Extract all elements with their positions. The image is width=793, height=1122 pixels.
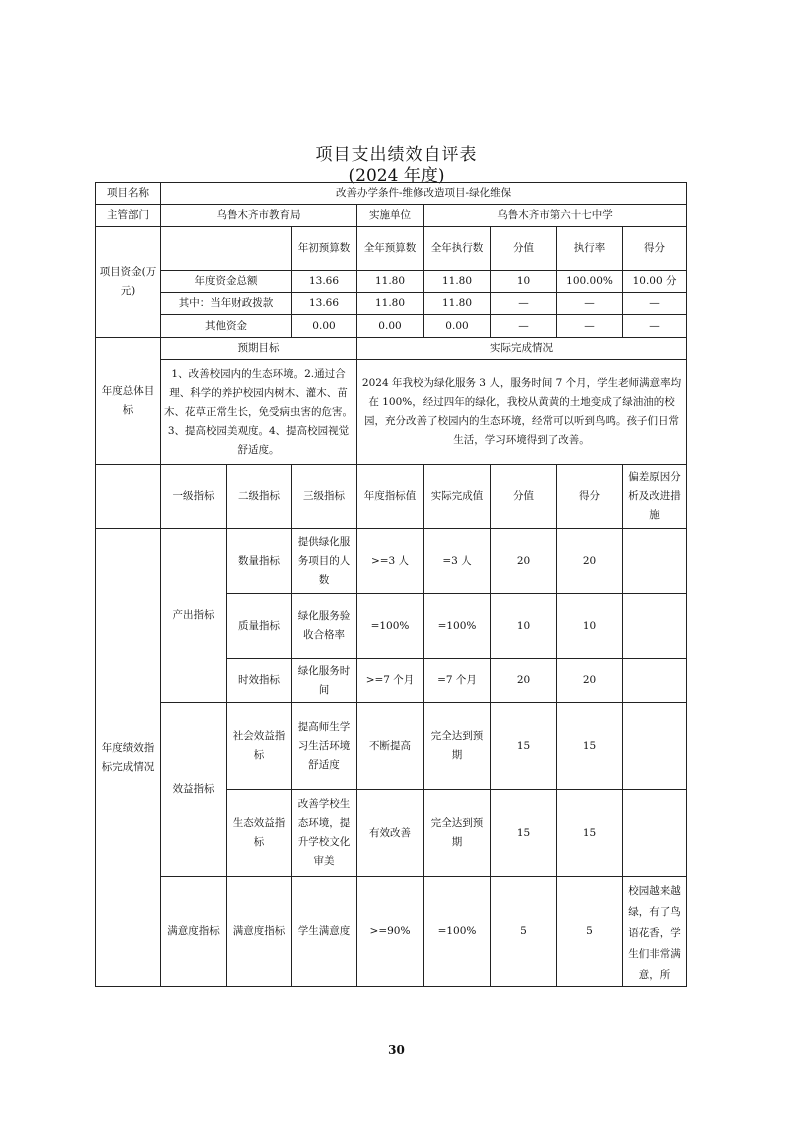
funds-cell: 0.00 — [292, 315, 357, 338]
reason-cell — [623, 594, 687, 659]
score-cell: 20 — [557, 529, 623, 594]
reason-cell — [623, 703, 687, 790]
funds-cell: — — [557, 315, 623, 338]
funds-label: 项目资金(万元) — [96, 227, 161, 338]
indicator-header: 分值 — [491, 465, 557, 529]
funds-cell: 0.00 — [424, 315, 491, 338]
group-satisfaction: 满意度指标 — [161, 877, 227, 987]
funds-cell: 11.80 — [424, 271, 491, 293]
funds-cell: 11.80 — [357, 271, 424, 293]
level3-cell: 学生满意度 — [292, 877, 357, 987]
score-cell: 15 — [557, 703, 623, 790]
dept-value: 乌鲁木齐市教育局 — [161, 205, 357, 227]
target-cell: 有效改善 — [357, 790, 424, 877]
performance-table — [95, 182, 687, 987]
funds-cell: 13.66 — [292, 271, 357, 293]
level2-cell: 质量指标 — [227, 594, 292, 659]
level3-cell: 绿化服务时间 — [292, 659, 357, 703]
weight-cell: 20 — [491, 659, 557, 703]
unit-label: 实施单位 — [357, 205, 424, 227]
funds-cell: — — [491, 293, 557, 315]
expected-goal-text: 1、改善校园内的生态环境。2.通过合理、科学的养护校园内树木、灌木、苗木、花草正常生长，免受病虫害的危害。3、提高校园美观度。4、提高校园视觉舒适度。 — [161, 360, 357, 465]
page-number: 30 — [388, 1043, 405, 1057]
indicators-section-label: 年度绩效指标完成情况 — [96, 529, 161, 987]
group-benefit: 效益指标 — [161, 703, 227, 877]
actual-cell: 完全达到预期 — [424, 703, 491, 790]
target-cell: >=3 人 — [357, 529, 424, 594]
reason-cell — [623, 790, 687, 877]
actual-cell: =100% — [424, 594, 491, 659]
weight-cell: 5 — [491, 877, 557, 987]
level3-cell: 提供绿化服务项目的人数 — [292, 529, 357, 594]
funds-row-name: 其中：当年财政拨款 — [161, 293, 292, 315]
page-title: 项目支出绩效自评表 — [315, 145, 478, 165]
score-cell: 5 — [557, 877, 623, 987]
reason-cell: 校园越来越绿，有了鸟语花香，学生们非常满意，所 — [623, 877, 687, 987]
indicator-header: 三级指标 — [292, 465, 357, 529]
actual-result-text: 2024 年我校为绿化服务 3 人，服务时间 7 个月，学生老师满意率均在 100%，经过四年的绿化，我校从黄黄的土地变成了绿油油的校园，充分改善了校园内的生态环境，经常可以听到鸟鸣。孩子们日常生活，学习环境得到了改善。 — [357, 360, 687, 465]
project-name-value: 改善办学条件-维修改造项目-绿化维保 — [161, 183, 687, 205]
indicator-header: 偏差原因分析及改进措施 — [623, 465, 687, 529]
unit-value: 乌鲁木齐市第六十七中学 — [424, 205, 687, 227]
funds-cell: 13.66 — [292, 293, 357, 315]
level3-cell: 改善学校生态环境，提升学校文化审美 — [292, 790, 357, 877]
funds-header: 执行率 — [557, 227, 623, 271]
indicator-header: 得分 — [557, 465, 623, 529]
indicator-header: 实际完成值 — [424, 465, 491, 529]
funds-cell: 11.80 — [424, 293, 491, 315]
indicator-header: 年度指标值 — [357, 465, 424, 529]
reason-cell — [623, 529, 687, 594]
level2-cell: 社会效益指标 — [227, 703, 292, 790]
level2-cell: 时效指标 — [227, 659, 292, 703]
indicator-header-blank — [96, 465, 161, 529]
actual-cell: =100% — [424, 877, 491, 987]
funds-cell: — — [623, 293, 687, 315]
actual-cell: 完全达到预期 — [424, 790, 491, 877]
target-cell: >=90% — [357, 877, 424, 987]
level3-cell: 绿化服务验收合格率 — [292, 594, 357, 659]
funds-cell: 11.80 — [357, 293, 424, 315]
project-name-label: 项目名称 — [96, 183, 161, 205]
score-cell: 10 — [557, 594, 623, 659]
funds-header: 得分 — [623, 227, 687, 271]
funds-cell: — — [623, 315, 687, 338]
actual-result-header: 实际完成情况 — [357, 338, 687, 360]
weight-cell: 15 — [491, 790, 557, 877]
funds-header: 年初预算数 — [292, 227, 357, 271]
weight-cell: 20 — [491, 529, 557, 594]
actual-cell: =7 个月 — [424, 659, 491, 703]
level2-cell: 生态效益指标 — [227, 790, 292, 877]
indicator-header: 二级指标 — [227, 465, 292, 529]
funds-cell: 10.00 分 — [623, 271, 687, 293]
target-cell: 不断提高 — [357, 703, 424, 790]
weight-cell: 15 — [491, 703, 557, 790]
funds-cell: 100.00% — [557, 271, 623, 293]
funds-cell: — — [491, 315, 557, 338]
goals-label: 年度总体目标 — [96, 338, 161, 465]
funds-cell: — — [557, 293, 623, 315]
funds-row-name: 年度资金总额 — [161, 271, 292, 293]
funds-header-blank — [161, 227, 292, 271]
score-cell: 15 — [557, 790, 623, 877]
actual-cell: =3 人 — [424, 529, 491, 594]
funds-cell: 0.00 — [357, 315, 424, 338]
level3-cell: 提高师生学习生活环境舒适度 — [292, 703, 357, 790]
funds-header: 全年执行数 — [424, 227, 491, 271]
dept-label: 主管部门 — [96, 205, 161, 227]
funds-header: 分值 — [491, 227, 557, 271]
indicator-header: 一级指标 — [161, 465, 227, 529]
funds-header: 全年预算数 — [357, 227, 424, 271]
level2-cell: 满意度指标 — [227, 877, 292, 987]
target-cell: >=7 个月 — [357, 659, 424, 703]
score-cell: 20 — [557, 659, 623, 703]
funds-row-name: 其他资金 — [161, 315, 292, 338]
reason-cell — [623, 659, 687, 703]
funds-cell: 10 — [491, 271, 557, 293]
group-output: 产出指标 — [161, 529, 227, 703]
weight-cell: 10 — [491, 594, 557, 659]
target-cell: =100% — [357, 594, 424, 659]
level2-cell: 数量指标 — [227, 529, 292, 594]
year-subtitle: (2024 年度) — [348, 166, 445, 186]
expected-goal-header: 预期目标 — [161, 338, 357, 360]
